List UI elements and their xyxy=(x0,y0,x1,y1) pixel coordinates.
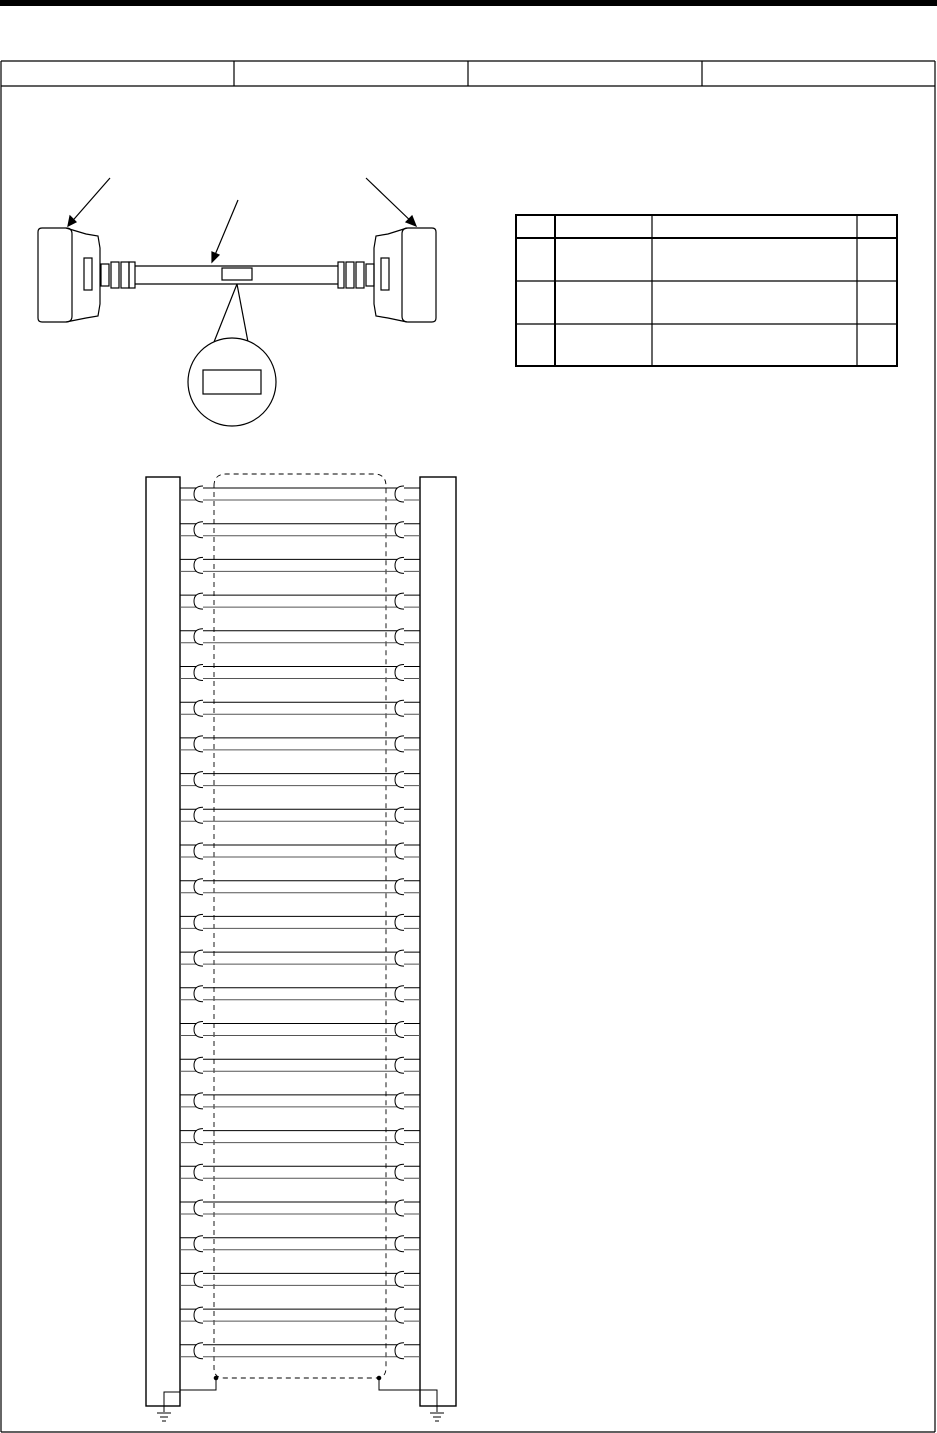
right-drain-junction xyxy=(377,1376,381,1380)
twisted-pair xyxy=(180,486,420,502)
right-connector-body xyxy=(402,228,436,322)
twisted-pair xyxy=(180,879,420,895)
twist-marker-left xyxy=(194,593,203,609)
twisted-pair xyxy=(180,522,420,538)
twist-marker-left xyxy=(194,950,203,966)
cable-leader xyxy=(212,200,238,262)
twist-marker-left xyxy=(194,1057,203,1073)
left-connector-block xyxy=(146,477,180,1406)
left-drain-wire xyxy=(164,1378,216,1412)
twist-marker-left xyxy=(194,1307,203,1323)
twisted-pair xyxy=(180,557,420,573)
twist-marker-right xyxy=(395,664,404,680)
twisted-pair xyxy=(180,629,420,645)
twist-marker-left xyxy=(194,1093,203,1109)
twist-marker-left xyxy=(194,1129,203,1145)
twisted-pair xyxy=(180,1164,420,1180)
twisted-pair xyxy=(180,1236,420,1252)
twist-marker-left xyxy=(194,700,203,716)
twist-marker-left xyxy=(194,1236,203,1252)
left-connector-leader xyxy=(68,178,110,226)
twist-marker-right xyxy=(395,486,404,502)
twist-marker-left xyxy=(194,557,203,573)
twist-marker-right xyxy=(395,522,404,538)
twisted-pair xyxy=(180,843,420,859)
twisted-pair xyxy=(180,1129,420,1145)
twist-marker-left xyxy=(194,1164,203,1180)
document-frame xyxy=(1,61,935,1432)
twist-marker-right xyxy=(395,1307,404,1323)
cable-label-tag xyxy=(222,268,252,280)
label-callout-pointer xyxy=(214,284,248,342)
twist-marker-right xyxy=(395,557,404,573)
twisted-pair xyxy=(180,772,420,788)
twist-marker-left xyxy=(194,664,203,680)
left-connector-hood xyxy=(66,228,100,322)
twisted-pair xyxy=(180,593,420,609)
twist-marker-left xyxy=(194,1343,203,1359)
twisted-pair xyxy=(180,664,420,680)
left-drain-junction xyxy=(214,1376,218,1380)
twisted-pair xyxy=(180,1271,420,1287)
twist-marker-left xyxy=(194,1021,203,1037)
cable-assembly-illustration xyxy=(38,178,436,426)
twisted-pair xyxy=(180,950,420,966)
twisted-pair xyxy=(180,1021,420,1037)
twist-marker-left xyxy=(194,486,203,502)
twist-marker-right xyxy=(395,1129,404,1145)
twist-marker-right xyxy=(395,1200,404,1216)
twist-marker-left xyxy=(194,736,203,752)
twist-marker-right xyxy=(395,1021,404,1037)
twisted-pair xyxy=(180,986,420,1002)
left-connector-window xyxy=(84,258,92,290)
left-connector-body xyxy=(38,228,72,322)
twist-marker-left xyxy=(194,879,203,895)
right-drain-wire xyxy=(379,1378,437,1412)
twist-marker-left xyxy=(194,986,203,1002)
twist-marker-right xyxy=(395,879,404,895)
twist-marker-right xyxy=(395,772,404,788)
twisted-pair xyxy=(180,736,420,752)
twisted-pair xyxy=(180,1200,420,1216)
twist-marker-right xyxy=(395,1057,404,1073)
twist-marker-right xyxy=(395,1236,404,1252)
right-connector-block xyxy=(420,477,456,1406)
twist-marker-left xyxy=(194,807,203,823)
twisted-pair xyxy=(180,914,420,930)
twist-marker-left xyxy=(194,772,203,788)
right-connector-window xyxy=(381,258,389,290)
twist-marker-right xyxy=(395,950,404,966)
twist-marker-left xyxy=(194,914,203,930)
twisted-pair xyxy=(180,807,420,823)
label-callout-circle xyxy=(188,338,276,426)
twist-marker-right xyxy=(395,843,404,859)
twist-marker-right xyxy=(395,1271,404,1287)
twisted-pair xyxy=(180,1343,420,1359)
twist-marker-right xyxy=(395,986,404,1002)
twist-marker-right xyxy=(395,1093,404,1109)
ground-icon-right xyxy=(430,1413,444,1421)
twist-marker-right xyxy=(395,593,404,609)
twist-marker-left xyxy=(194,843,203,859)
wiring-diagram xyxy=(146,474,456,1421)
twisted-pair xyxy=(180,1307,420,1323)
twist-marker-left xyxy=(194,1200,203,1216)
twist-marker-right xyxy=(395,1164,404,1180)
twist-marker-right xyxy=(395,1343,404,1359)
ground-icon-left xyxy=(157,1413,171,1421)
twist-marker-right xyxy=(395,807,404,823)
twist-marker-left xyxy=(194,629,203,645)
shield-outline xyxy=(214,474,386,1378)
twisted-pair xyxy=(180,700,420,716)
parts-table xyxy=(516,215,897,366)
twist-marker-left xyxy=(194,522,203,538)
twist-marker-right xyxy=(395,629,404,645)
twisted-pair xyxy=(180,1093,420,1109)
twist-marker-right xyxy=(395,914,404,930)
twisted-pair xyxy=(180,1057,420,1073)
twist-marker-left xyxy=(194,1271,203,1287)
twist-marker-right xyxy=(395,700,404,716)
twist-marker-right xyxy=(395,736,404,752)
